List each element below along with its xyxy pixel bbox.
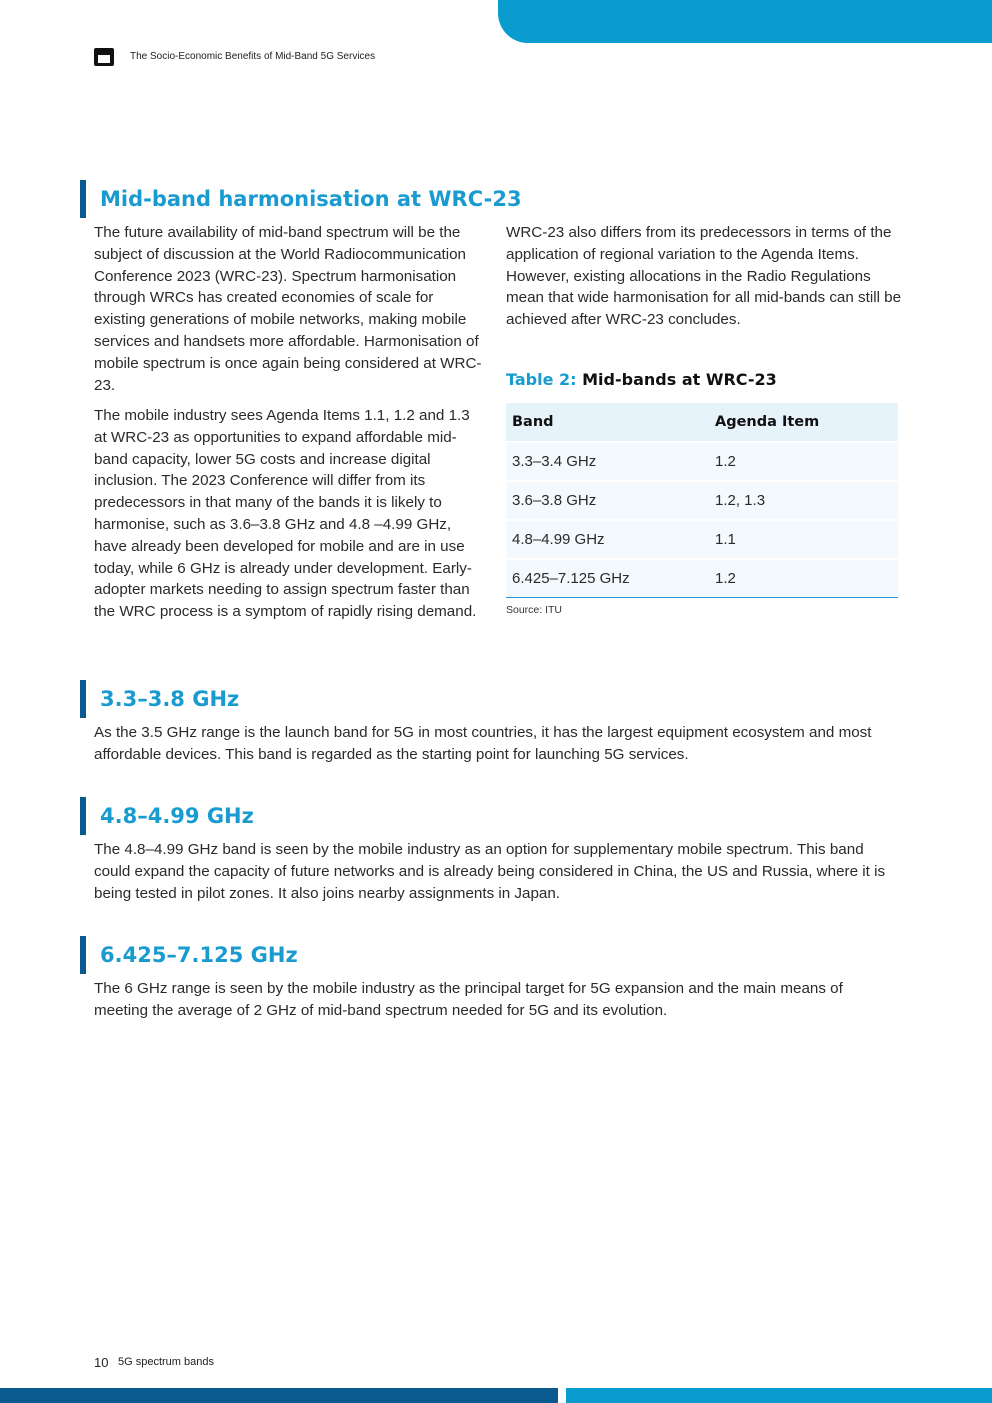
footer-bar-light (566, 1388, 992, 1403)
table-caption-label: Table 2: (506, 370, 577, 389)
footer-section-label: 5G spectrum bands (118, 1356, 214, 1368)
footer-bar-dark (0, 1388, 558, 1403)
logo-icon (94, 48, 114, 66)
paragraph-wrc-intro: The future availability of mid-band spectrum will be the subject of discussion at the World Radiocommunication Conference 2023 (WRC-23). Spectrum harmonisation through WRCs has created economies of scale for existing generations of mobile networks, making mobile services and handsets more affordable. Harmonisation of mobile spectrum is once again being considered at WRC-23. (94, 224, 482, 394)
table-cell-band: 4.8–4.99 GHz (506, 520, 709, 559)
section-heading-6-ghz: 6.425–7.125 GHz (80, 936, 298, 974)
table-source: Source: ITU (506, 604, 563, 616)
table-cell-agenda-item: 1.2 (709, 442, 898, 481)
table-row (506, 559, 898, 598)
table-row (506, 442, 898, 481)
paragraph-4-8-ghz: The 4.8–4.99 GHz band is seen by the mobile industry as an option for supplementary mobile spectrum. This band could expand the capacity of future networks and is already being considered in China, the US and Russia, where it is being tested in pilot zones. It also joins nearby assignments in Japan. (94, 841, 886, 902)
paragraph-3-3-ghz: As the 3.5 GHz range is the launch band for 5G in most countries, it has the largest equipment ecosystem and most affordable devices. This band is regarded as the starting point for launching 5G services. (94, 724, 872, 763)
section-heading-wrc23: Mid-band harmonisation at WRC-23 (80, 180, 522, 218)
section-heading-4-8-ghz: 4.8–4.99 GHz (80, 797, 254, 835)
table-caption (506, 370, 777, 389)
top-decorative-tab (498, 0, 992, 43)
column-header-agenda-item: Agenda Item (709, 403, 898, 442)
paragraph-regional-variation: WRC-23 also differs from its predecessors in terms of the application of regional variation to the Agenda Items. However, existing allocations in the Radio Regulations mean that wide harmonisation for all mid-bands can still be achieved after WRC-23 concludes. (506, 224, 902, 329)
table-cell-agenda-item: 1.2, 1.3 (709, 481, 898, 520)
paragraph-agenda-items: The mobile industry sees Agenda Items 1.1, 1.2 and 1.3 at WRC-23 as opportunities to expand affordable mid-band capacity, lower 5G costs and increase digital inclusion. The 2023 Conference will differ from its predecessors in that many of the bands it is likely to harmonise, such as 3.6–3.8 GHz and 4.8 –4.99 GHz, have already been developed for mobile and are in use today, while 6 GHz is already under development. Early-adopter markets needing to assign spectrum faster than the WRC process is a symptom of rapidly rising demand. (94, 407, 477, 621)
table-header-row (506, 403, 898, 442)
table-cell-band: 3.3–3.4 GHz (506, 442, 709, 481)
table-cell-agenda-item: 1.1 (709, 520, 898, 559)
table-row (506, 520, 898, 559)
document-title: The Socio-Economic Benefits of Mid-Band 5G Services (130, 51, 376, 62)
table-cell-band: 3.6–3.8 GHz (506, 481, 709, 520)
page-number: 10 (94, 1355, 109, 1370)
paragraph-6-ghz: The 6 GHz range is seen by the mobile industry as the principal target for 5G expansion and the main means of meeting the average of 2 GHz of mid-band spectrum needed for 5G and its evolution. (94, 980, 843, 1019)
table-row (506, 481, 898, 520)
table-cell-agenda-item: 1.2 (709, 559, 898, 598)
mid-bands-table (506, 403, 898, 598)
section-heading-3-3-ghz: 3.3–3.8 GHz (80, 680, 239, 718)
table-caption-title: Mid-bands at WRC-23 (582, 370, 777, 389)
column-header-band: Band (506, 403, 709, 442)
table-cell-band: 6.425–7.125 GHz (506, 559, 709, 598)
